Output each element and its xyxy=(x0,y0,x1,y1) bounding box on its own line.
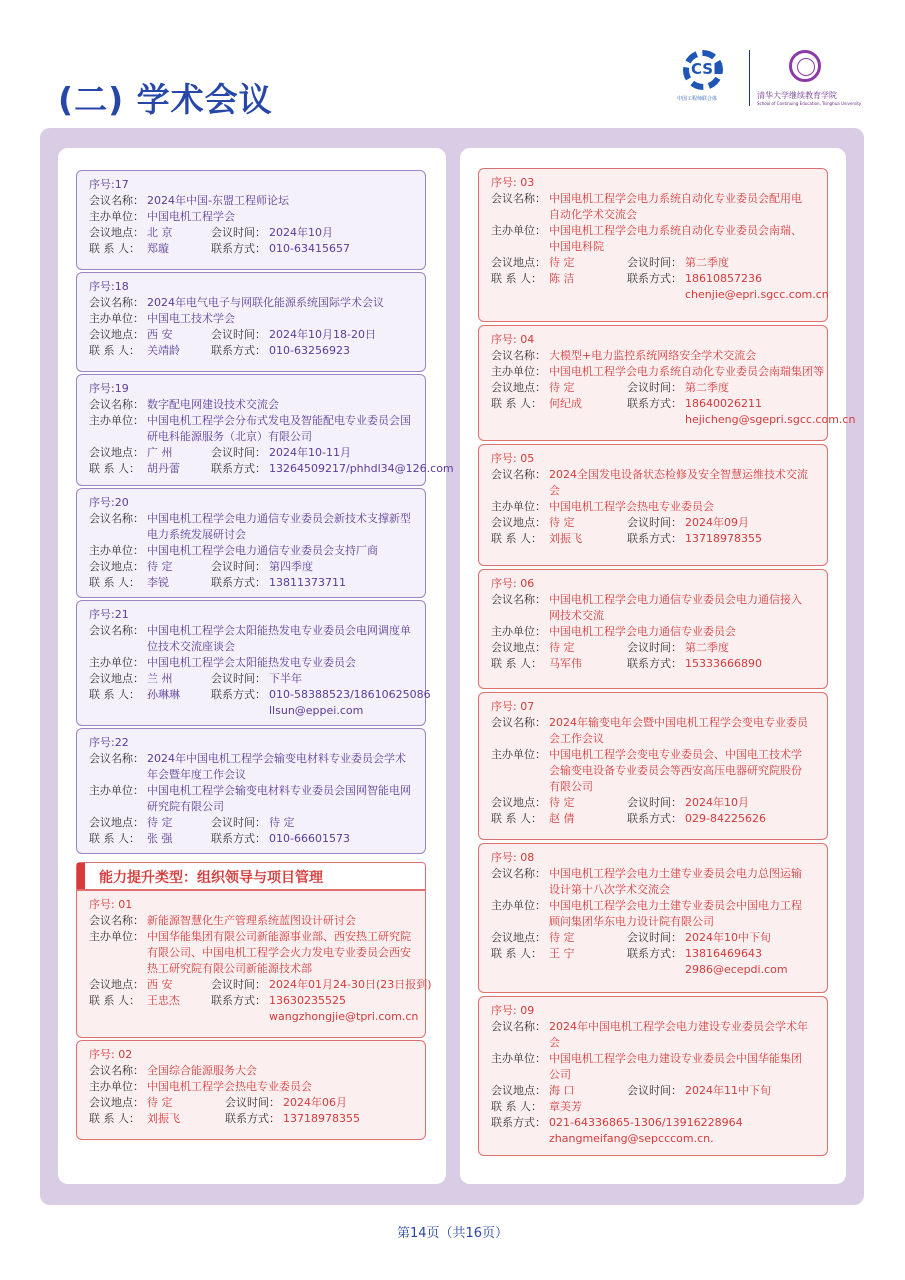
meeting-number: 序号:18 xyxy=(89,280,129,293)
field-label: 主办单位： xyxy=(491,224,546,237)
field-label: 会议地点： xyxy=(89,816,144,829)
time-label: 会议时间： xyxy=(627,381,682,394)
phone-label: 联系方式： xyxy=(211,832,266,845)
section-accent-bar xyxy=(77,863,85,889)
field-label: 主办单位： xyxy=(491,625,546,638)
field-row xyxy=(491,624,819,640)
field-label: 会议地点： xyxy=(491,381,546,394)
meeting-number: 序号: 07 xyxy=(491,700,535,713)
field-label: 会议名称： xyxy=(491,867,546,880)
meeting-card xyxy=(76,600,431,726)
meeting-card xyxy=(76,488,426,598)
field-label: 主办单位： xyxy=(89,930,144,943)
field-row xyxy=(89,543,417,559)
phone-value: 13811373711 xyxy=(269,576,346,589)
place-value: 待 定 xyxy=(549,256,575,269)
logo-divider xyxy=(749,50,750,106)
field-label: 会议地点： xyxy=(89,560,144,573)
place-value: 待 定 xyxy=(147,816,173,829)
field-label: 联 系 人： xyxy=(491,812,542,825)
field-label: 会议名称： xyxy=(89,752,144,765)
field-row xyxy=(491,223,819,255)
contact-value: 章美芳 xyxy=(549,1100,582,1113)
time-label: 会议时间： xyxy=(225,1096,280,1109)
contact-value: 关靖龄 xyxy=(147,344,180,357)
meeting-number: 序号:19 xyxy=(89,382,129,395)
time-label: 会议时间： xyxy=(211,816,266,829)
field-row xyxy=(491,715,819,747)
time-label: 会议时间： xyxy=(211,446,266,459)
phone-value: 010-58388523/18610625086 xyxy=(269,688,431,701)
field-value: 中国电机工程学会电力通信专业委员会支持厂商 xyxy=(147,544,378,557)
place-value: 西 安 xyxy=(147,978,173,991)
field-label: 联 系 人： xyxy=(89,688,140,701)
field-value: 中国电机工程学会电力系统自动化专业委员会南瑞集团等 xyxy=(549,365,824,378)
field-label: 主办单位： xyxy=(89,544,144,557)
time-value: 2024年06月 xyxy=(283,1096,347,1109)
section-title: 能力提升类型：组织领导与项目管理 xyxy=(99,870,323,886)
field-row xyxy=(89,193,417,209)
field-label: 会议名称： xyxy=(491,192,546,205)
contact-value: 刘振飞 xyxy=(147,1112,180,1125)
meeting-number: 序号:17 xyxy=(89,178,129,191)
field-value: 中国电机工程学会电力系统自动化专业委员会配用电自动化学术交流会 xyxy=(549,192,802,221)
meeting-number: 序号: 03 xyxy=(491,176,535,189)
time-value: 2024年10月 xyxy=(269,226,333,239)
time-value: 2024年11中下旬 xyxy=(685,1084,771,1097)
phone-value: 13264509217/phhdl34@126.com xyxy=(269,462,454,475)
field-row xyxy=(89,397,417,413)
field-label: 联 系 人： xyxy=(491,1100,542,1113)
place-value: 待 定 xyxy=(549,796,575,809)
field-value: 2024年中国-东盟工程师论坛 xyxy=(147,194,289,207)
meeting-card xyxy=(478,692,828,840)
field-label: 会议地点： xyxy=(491,256,546,269)
field-label: 会议名称： xyxy=(89,1064,144,1077)
field-value: 中国电机工程学会分布式发电及智能配电专业委员会国研电科能源服务（北京）有限公司 xyxy=(147,414,411,443)
field-value: 中国电机工程学会太阳能热发电专业委员会电网调度单位技术交流座谈会 xyxy=(147,624,411,653)
place-value: 西 安 xyxy=(147,328,173,341)
field-label: 会议名称： xyxy=(491,349,546,362)
field-row xyxy=(89,783,417,815)
field-row xyxy=(491,1099,819,1115)
field-label: 主办单位： xyxy=(89,784,144,797)
meeting-card xyxy=(478,843,828,993)
field-label: 联系方式： xyxy=(491,1116,546,1129)
field-label: 联 系 人： xyxy=(491,272,542,285)
phone-value: 13718978355 xyxy=(283,1112,360,1125)
phone-value: 13630235525 xyxy=(269,994,346,1007)
time-value: 第二季度 xyxy=(685,641,729,654)
field-value: 中国电机工程学会 xyxy=(147,210,235,223)
field-label: 主办单位： xyxy=(89,414,144,427)
phone-value: 18640026211 xyxy=(685,397,762,410)
time-label: 会议时间： xyxy=(211,226,266,239)
meeting-number: 序号: 01 xyxy=(89,898,133,911)
phone-label: 联系方式： xyxy=(211,994,266,1007)
field-value: 中国华能集团有限公司新能源事业部、西安热工研究院有限公司、中国电机工程学会火力发电专业委员会西安热工研究院有限公司新能源技术部 xyxy=(147,930,411,975)
field-value: 中国电机工程学会变电专业委员会、中国电工技术学会输变电设备专业委员会等西安高压电器研究院股份有限公司 xyxy=(549,748,802,793)
phone-label: 联系方式： xyxy=(627,947,682,960)
contact-value: 孙琳琳 xyxy=(147,688,180,701)
field-label: 联 系 人： xyxy=(89,242,140,255)
field-row xyxy=(491,364,824,380)
field-value: 2024年输变电年会暨中国电机工程学会变电专业委员会工作会议 xyxy=(549,716,808,745)
field-value: 中国电机工程学会输变电材料专业委员会国网智能电网研究院有限公司 xyxy=(147,784,411,813)
field-label: 会议地点： xyxy=(89,1096,144,1109)
field-label: 会议名称： xyxy=(89,296,144,309)
field-label: 会议名称： xyxy=(89,512,144,525)
field-label: 会议地点： xyxy=(89,978,144,991)
time-value: 下半年 xyxy=(269,672,302,685)
meeting-card xyxy=(76,728,426,854)
field-label: 联 系 人： xyxy=(89,576,140,589)
field-label: 会议地点： xyxy=(89,446,144,459)
phone-value: 13816469643 xyxy=(685,947,762,960)
page-footer: 第14页（共16页） xyxy=(396,1226,509,1241)
field-row xyxy=(491,191,819,223)
field-row xyxy=(89,311,417,327)
place-value: 兰 州 xyxy=(147,672,173,685)
meeting-number: 序号:21 xyxy=(89,608,129,621)
field-label: 联 系 人： xyxy=(89,832,140,845)
field-label: 会议地点： xyxy=(491,516,546,529)
time-value: 2024年10中下旬 xyxy=(685,931,771,944)
field-value: 大模型+电力监控系统网络安全学术交流会 xyxy=(549,349,757,362)
phone-value: 029-84225626 xyxy=(685,812,766,825)
meeting-card xyxy=(76,1040,426,1140)
field-label: 联 系 人： xyxy=(491,532,542,545)
meeting-card xyxy=(76,170,426,270)
phone-label: 联系方式： xyxy=(211,344,266,357)
field-label: 联 系 人： xyxy=(89,462,140,475)
field-value: 新能源智慧化生产管理系统蓝图设计研讨会 xyxy=(147,914,356,927)
phone-value: 13718978355 xyxy=(685,532,762,545)
field-label: 主办单位： xyxy=(491,365,546,378)
meeting-number: 序号: 08 xyxy=(491,851,535,864)
email-value: 2986@ecepdi.com xyxy=(685,963,788,976)
cse-logo xyxy=(677,48,743,108)
time-value: 待 定 xyxy=(269,816,295,829)
cse-logo-text: CSE xyxy=(691,60,724,78)
field-label: 联 系 人： xyxy=(89,994,140,1007)
field-label: 会议地点： xyxy=(89,672,144,685)
time-value: 第二季度 xyxy=(685,381,729,394)
email-value: hejicheng@sgepri.sgcc.com.cn xyxy=(685,413,856,426)
field-row xyxy=(89,413,417,445)
field-row xyxy=(89,623,417,655)
field-label: 主办单位： xyxy=(89,210,144,223)
meeting-number: 序号: 09 xyxy=(491,1004,535,1017)
field-value: 2024年中国电机工程学会输变电材料专业委员会学术年会暨年度工作会议 xyxy=(147,752,406,781)
meeting-card xyxy=(478,444,828,566)
meeting-card xyxy=(478,168,828,322)
field-label: 联 系 人： xyxy=(491,947,542,960)
time-label: 会议时间： xyxy=(211,328,266,341)
email-value: chenjie@epri.sgcc.com.cn xyxy=(685,288,829,301)
meeting-number: 序号:20 xyxy=(89,496,129,509)
field-value: 中国电机工程学会太阳能热发电专业委员会 xyxy=(147,656,356,669)
field-label: 主办单位： xyxy=(491,748,546,761)
field-value: 数字配电网建设技术交流会 xyxy=(147,398,279,411)
field-row xyxy=(89,913,417,929)
meeting-number: 序号: 05 xyxy=(491,452,535,465)
meeting-card xyxy=(478,996,828,1156)
time-value: 2024年10月18-20日 xyxy=(269,328,376,341)
field-label: 会议名称： xyxy=(491,468,546,481)
field-row xyxy=(491,467,819,499)
phone-value: 18610857236 xyxy=(685,272,762,285)
field-row xyxy=(491,1115,819,1131)
field-value: 2024全国发电设备状态检修及安全智慧运维技术交流会 xyxy=(549,468,808,497)
field-row xyxy=(89,295,417,311)
field-label: 主办单位： xyxy=(89,1080,144,1093)
field-row xyxy=(491,592,819,624)
tsinghua-seal-icon xyxy=(789,50,821,82)
meeting-number: 序号: 04 xyxy=(491,333,535,346)
phone-label: 联系方式： xyxy=(627,657,682,670)
field-row xyxy=(491,348,819,364)
phone-label: 联系方式： xyxy=(627,397,682,410)
field-label: 主办单位： xyxy=(89,656,144,669)
contact-value: 陈 洁 xyxy=(549,272,575,285)
time-label: 会议时间： xyxy=(627,641,682,654)
field-row xyxy=(491,866,819,898)
field-label: 主办单位： xyxy=(491,500,546,513)
field-label: 主办单位： xyxy=(89,312,144,325)
place-value: 北 京 xyxy=(147,226,173,239)
place-value: 广 州 xyxy=(147,446,173,459)
time-label: 会议时间： xyxy=(627,1084,682,1097)
field-label: 会议地点： xyxy=(491,641,546,654)
contact-value: 张 强 xyxy=(147,832,173,845)
place-value: 海 口 xyxy=(549,1084,575,1097)
field-label: 会议名称： xyxy=(89,914,144,927)
field-label: 联 系 人： xyxy=(89,344,140,357)
field-row xyxy=(89,929,417,977)
field-value: 中国电机工程学会电力土建专业委员会电力总图运输设计第十八次学术交流会 xyxy=(549,867,802,896)
phone-value: 010-66601573 xyxy=(269,832,350,845)
time-label: 会议时间： xyxy=(627,796,682,809)
field-value: 中国电机工程学会热电专业委员会 xyxy=(147,1080,312,1093)
time-value: 第四季度 xyxy=(269,560,313,573)
field-value: 中国电机工程学会电力通信专业委员会新技术支撑新型电力系统发展研讨会 xyxy=(147,512,411,541)
meeting-card xyxy=(76,374,454,486)
contact-value: 马军伟 xyxy=(549,657,582,670)
phone-label: 联系方式： xyxy=(627,812,682,825)
field-value: 2024年中国电机工程学会电力建设专业委员会学术年会 xyxy=(549,1020,808,1049)
meeting-number: 序号: 02 xyxy=(89,1048,133,1061)
time-value: 2024年10月 xyxy=(685,796,749,809)
field-row xyxy=(89,209,417,225)
place-value: 待 定 xyxy=(549,641,575,654)
contact-value: 王忠杰 xyxy=(147,994,180,1007)
meeting-card xyxy=(478,325,856,441)
contact-value: 王 宁 xyxy=(549,947,575,960)
phone-label: 联系方式： xyxy=(627,272,682,285)
field-label: 联 系 人： xyxy=(491,657,542,670)
field-row xyxy=(491,1051,819,1083)
field-value: 中国电机工程学会电力土建专业委员会中国电力工程顾问集团华东电力设计院有限公司 xyxy=(549,899,802,928)
place-value: 待 定 xyxy=(549,381,575,394)
contact-value: 何纪成 xyxy=(549,397,582,410)
place-value: 待 定 xyxy=(549,931,575,944)
tsinghua-logo-text: 清华大学继续教育学院 xyxy=(757,91,837,100)
field-row xyxy=(89,511,417,543)
field-value: 中国电机工程学会热电专业委员会 xyxy=(549,500,714,513)
field-value: 中国电机工程学会电力建设专业委员会中国华能集团公司 xyxy=(549,1052,802,1081)
phone-value: 010-63256923 xyxy=(269,344,350,357)
field-row xyxy=(89,751,417,783)
phone-label: 联系方式： xyxy=(211,688,266,701)
field-row xyxy=(89,1063,417,1079)
phone-value: 021-64336865-1306/13916228964 xyxy=(549,1116,743,1129)
field-value: 中国电机工程学会电力系统自动化专业委员会南瑞、中国电科院 xyxy=(549,224,802,253)
section-header xyxy=(76,862,426,890)
phone-label: 联系方式： xyxy=(211,462,266,475)
field-label: 会议地点： xyxy=(491,931,546,944)
logo-group xyxy=(677,48,862,108)
field-label: 主办单位： xyxy=(491,899,546,912)
time-value: 2024年01月24-30日(23日报到) xyxy=(269,978,432,991)
time-value: 2024年09月 xyxy=(685,516,749,529)
meeting-number: 序号: 06 xyxy=(491,577,535,590)
time-label: 会议时间： xyxy=(211,978,266,991)
field-value: 中国电机工程学会电力通信专业委员会电力通信接入网技术交流 xyxy=(549,593,802,622)
email-value: llsun@eppei.com xyxy=(269,704,364,717)
field-label: 会议名称： xyxy=(89,624,144,637)
meeting-number: 序号:22 xyxy=(89,736,129,749)
phone-label: 联系方式： xyxy=(225,1112,280,1125)
contact-value: 李锐 xyxy=(147,576,169,589)
phone-value: 15333666890 xyxy=(685,657,762,670)
time-label: 会议时间： xyxy=(211,672,266,685)
field-label: 会议地点： xyxy=(491,1084,546,1097)
place-value: 待 定 xyxy=(147,1096,173,1109)
field-label: 主办单位： xyxy=(491,1052,546,1065)
phone-label: 联系方式： xyxy=(211,576,266,589)
field-value: 中国电工技术学会 xyxy=(147,312,235,325)
field-label: 会议名称： xyxy=(491,593,546,606)
page-title: (二) 学术会议 xyxy=(58,80,273,119)
time-label: 会议时间： xyxy=(627,256,682,269)
field-row xyxy=(491,747,819,795)
meeting-card xyxy=(478,569,828,689)
field-value: 中国电机工程学会电力通信专业委员会 xyxy=(549,625,736,638)
field-row xyxy=(491,1019,819,1051)
email-value: wangzhongjie@tpri.com.cn xyxy=(269,1010,419,1023)
meeting-card xyxy=(76,890,432,1038)
time-value: 第二季度 xyxy=(685,256,729,269)
field-row xyxy=(491,898,819,930)
time-label: 会议时间： xyxy=(211,560,266,573)
field-label: 会议名称： xyxy=(491,716,546,729)
email-value: zhangmeifang@sepcccom.cn. xyxy=(549,1132,714,1145)
meeting-card xyxy=(76,272,426,372)
field-label: 会议地点： xyxy=(89,328,144,341)
contact-value: 郑璇 xyxy=(147,242,169,255)
field-value: 2024年电气电子与网联化能源系统国际学术会议 xyxy=(147,296,384,309)
contact-value: 赵 倩 xyxy=(549,812,575,825)
field-label: 会议地点： xyxy=(491,796,546,809)
field-row xyxy=(89,1079,417,1095)
field-label: 会议名称： xyxy=(89,194,144,207)
place-value: 待 定 xyxy=(147,560,173,573)
time-label: 会议时间： xyxy=(627,931,682,944)
field-row xyxy=(89,655,417,671)
field-label: 联 系 人： xyxy=(89,1112,140,1125)
time-label: 会议时间： xyxy=(627,516,682,529)
contact-value: 胡丹蕾 xyxy=(147,462,180,475)
field-label: 会议地点： xyxy=(89,226,144,239)
phone-label: 联系方式： xyxy=(211,242,266,255)
phone-value: 010-63415657 xyxy=(269,242,350,255)
place-value: 待 定 xyxy=(549,516,575,529)
time-value: 2024年10-11月 xyxy=(269,446,351,459)
phone-label: 联系方式： xyxy=(627,532,682,545)
cse-caption: 中国工程师联合体 xyxy=(677,96,718,102)
tsinghua-logo-subtext: School of Continuing Education, Tsinghua University xyxy=(757,101,862,106)
field-value: 全国综合能源服务大会 xyxy=(147,1064,257,1077)
field-label: 联 系 人： xyxy=(491,397,542,410)
field-row xyxy=(491,499,819,515)
field-label: 会议名称： xyxy=(89,398,144,411)
field-label: 会议名称： xyxy=(491,1020,546,1033)
contact-value: 刘振飞 xyxy=(549,532,582,545)
